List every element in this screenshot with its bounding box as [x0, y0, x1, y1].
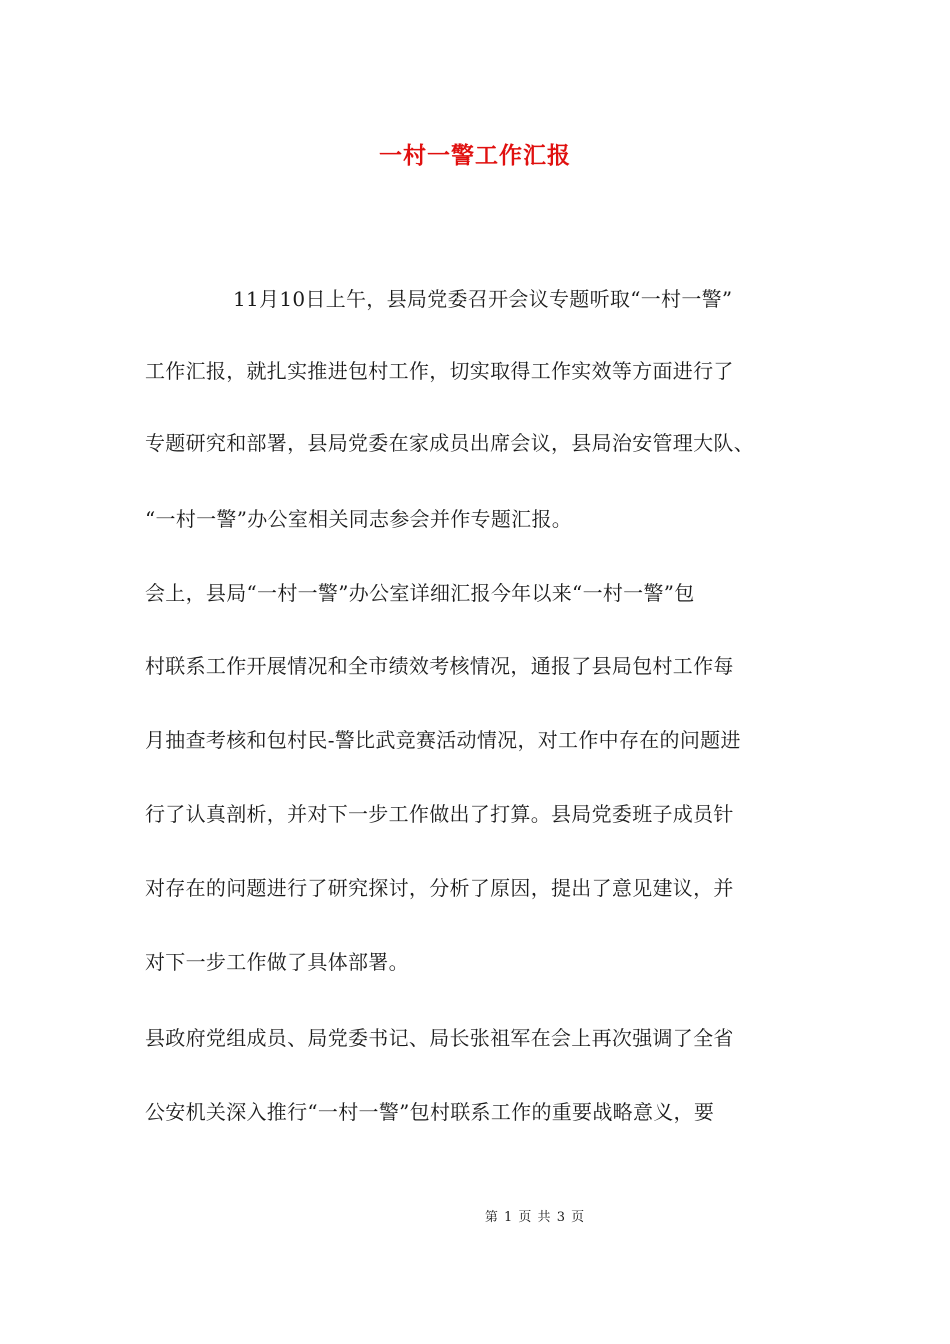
paragraph-line: 行了认真剖析，并对下一步工作做出了打算。县局党委班子成员针	[145, 802, 734, 826]
paragraph-line: 公安机关深入推行“一村一警”包村联系工作的重要战略意义，要	[145, 1100, 715, 1124]
document-title: 一村一警工作汇报	[379, 142, 571, 169]
paragraph-line: 县政府党组成员、局党委书记、局长张祖军在会上再次强调了全省	[145, 1026, 734, 1050]
paragraph-line: 11月10日上午，县局党委召开会议专题听取“一村一警”	[233, 287, 733, 311]
paragraph-line: 专题研究和部署，县局党委在家成员出席会议，县局治安管理大队、	[145, 431, 754, 455]
paragraph-line: 对下一步工作做了具体部署。	[145, 950, 409, 974]
paragraph-line: 对存在的问题进行了研究探讨，分析了原因，提出了意见建议，并	[145, 876, 734, 900]
paragraph-line: 村联系工作开展情况和全市绩效考核情况，通报了县局包村工作每	[145, 654, 734, 678]
paragraph-line: 月抽查考核和包村民-警比武竞赛活动情况，对工作中存在的问题进	[145, 728, 741, 752]
paragraph-line: 会上，县局“一村一警”办公室详细汇报今年以来“一村一警”包	[145, 581, 695, 605]
page-number-footer: 第 1 页 共 3 页	[484, 1210, 586, 1225]
paragraph-line: 工作汇报，就扎实推进包村工作，切实取得工作实效等方面进行了	[145, 359, 734, 383]
paragraph-line: “一村一警”办公室相关同志参会并作专题汇报。	[145, 507, 573, 531]
